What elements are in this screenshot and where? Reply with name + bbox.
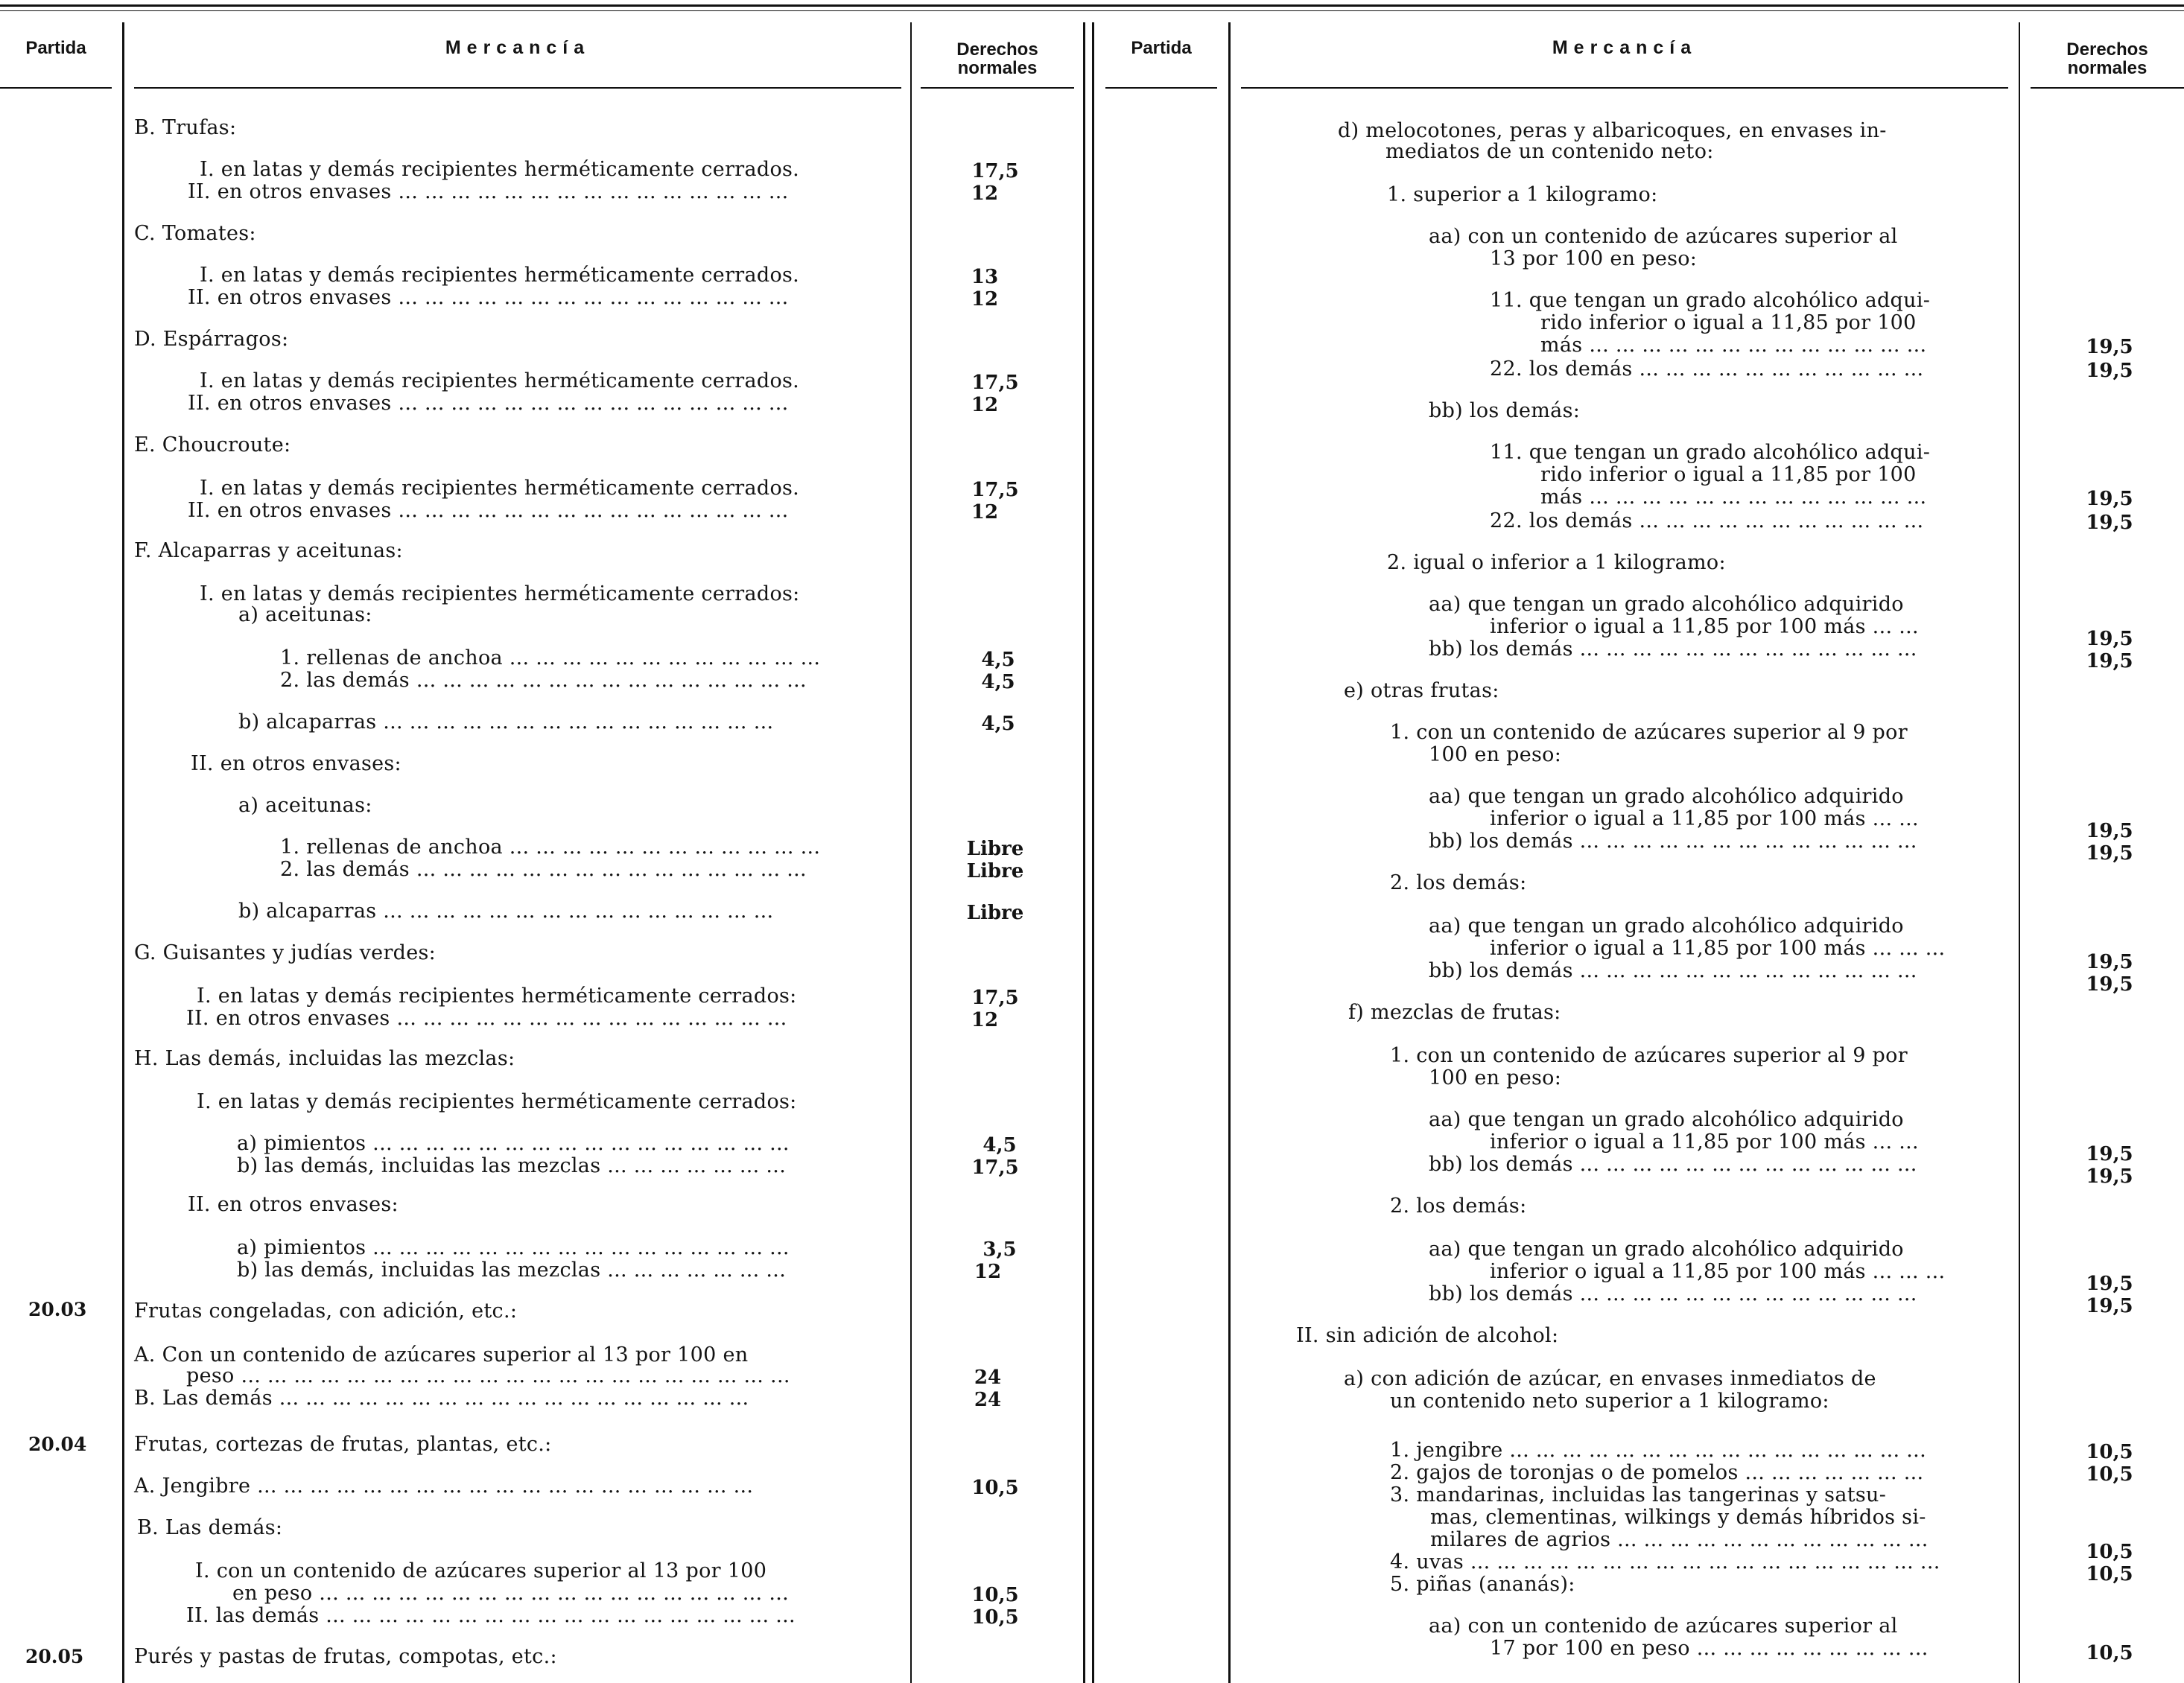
duty-value: Libre xyxy=(966,860,1024,882)
item-line: I. en latas y demás recipientes herméticamente cerrados: xyxy=(197,984,797,1008)
duty-value: 12 xyxy=(971,182,999,205)
header-underline xyxy=(2031,87,2184,89)
item-line: un contenido neto superior a 1 kilogramo: xyxy=(1390,1390,1829,1413)
item-line: b) las demás, incluidas las mezclas ... ... ... ... ... ... ... xyxy=(237,1154,787,1177)
item-line: bb) los demás: xyxy=(1429,399,1581,422)
item-line: 22. los demás ... ... ... ... ... ... ... ... ... ... ... xyxy=(1490,509,1924,532)
item-line: inferior o igual a 11,85 por 100 más ... ... xyxy=(1490,807,1919,830)
item-line: a) aceitunas: xyxy=(238,603,372,626)
item-line: más ... ... ... ... ... ... ... ... ... ... ... ... ... xyxy=(1540,486,1927,509)
duty-value: 12 xyxy=(974,1261,1002,1283)
duty-value: 10,5 xyxy=(2086,1463,2133,1486)
duty-value: 12 xyxy=(971,394,999,416)
partida-code: 20.03 xyxy=(28,1299,87,1320)
item-line: 17 por 100 en peso ... ... ... ... ... ... ... ... ... xyxy=(1490,1637,1929,1660)
header-derechos-line1: Derechos xyxy=(956,39,1038,60)
item-line: 1. rellenas de anchoa ... ... ... ... ... ... ... ... ... ... ... ... xyxy=(280,836,821,859)
item-line: aa) que tengan un grado alcohólico adquirido xyxy=(1429,593,1904,616)
top-rule xyxy=(0,4,2184,7)
duty-value: 10,5 xyxy=(971,1584,1019,1606)
duty-value: 10,5 xyxy=(2086,1642,2133,1664)
duty-value: 17,5 xyxy=(971,987,1019,1009)
item-line: 1. con un contenido de azúcares superior al 9 por xyxy=(1390,721,1908,744)
item-line: mas, clementinas, wilkings y demás híbridos si- xyxy=(1430,1506,1926,1529)
col-rule xyxy=(1228,22,1231,1683)
header-mercancia: Mercancía xyxy=(1552,37,1698,58)
duty-value: 3,5 xyxy=(983,1238,1017,1261)
header-underline xyxy=(1105,87,1217,89)
item-line: Frutas congeladas, con adición, etc.: xyxy=(134,1299,518,1323)
item-line: rido inferior o igual a 11,85 por 100 xyxy=(1540,463,1917,486)
item-line: 2. las demás ... ... ... ... ... ... ... ... ... ... ... ... ... ... ... xyxy=(280,858,807,881)
duty-value: 10,5 xyxy=(2086,1541,2133,1563)
item-line: 2. los demás: xyxy=(1390,1194,1527,1218)
duty-value: 19,5 xyxy=(2086,1273,2133,1295)
header-underline xyxy=(134,87,901,89)
item-line: II. en otros envases: xyxy=(191,752,401,775)
item-line: I. con un contenido de azúcares superior al 13 por 100 xyxy=(195,1559,767,1582)
header-mercancia: Mercancía xyxy=(445,37,591,58)
col-rule xyxy=(2019,22,2020,1683)
item-line: I. en latas y demás recipientes herméticamente cerrados: xyxy=(200,582,800,605)
item-line: 5. piñas (ananás): xyxy=(1390,1573,1575,1596)
duty-value: 19,5 xyxy=(2086,1295,2133,1317)
item-line: 2. gajos de toronjas o de pomelos ... ... ... ... ... ... ... xyxy=(1390,1461,1924,1484)
item-line: bb) los demás ... ... ... ... ... ... ... ... ... ... ... ... ... xyxy=(1429,1282,1917,1305)
item-line: 22. los demás ... ... ... ... ... ... ... ... ... ... ... xyxy=(1490,357,1924,381)
item-line: II. en otros envases ... ... ... ... ... ... ... ... ... ... ... ... ... ... ... xyxy=(188,392,789,415)
duty-value: 19,5 xyxy=(2086,360,2133,382)
duty-value: 4,5 xyxy=(981,649,1015,671)
duty-value: 19,5 xyxy=(2086,973,2133,996)
item-line: 2. los demás: xyxy=(1390,871,1527,894)
item-line: I. en latas y demás recipientes herméticamente cerrados: xyxy=(197,1090,797,1113)
item-line: b) alcaparras ... ... ... ... ... ... ... ... ... ... ... ... ... ... ... xyxy=(238,710,774,734)
duty-value: 19,5 xyxy=(2086,512,2133,534)
item-line: inferior o igual a 11,85 por 100 más ... ... xyxy=(1490,615,1919,638)
header-derechos-line2: normales xyxy=(957,58,1038,78)
item-line: a) con adición de azúcar, en envases inmediatos de xyxy=(1344,1367,1876,1390)
duty-value: 10,5 xyxy=(971,1477,1019,1499)
item-line: B. Trufas: xyxy=(134,116,237,139)
item-line: f) mezclas de frutas: xyxy=(1348,1001,1561,1024)
duty-value: 12 xyxy=(971,501,999,524)
duty-value: 19,5 xyxy=(2086,650,2133,672)
duty-value: Libre xyxy=(966,838,1024,860)
item-line: 2. las demás ... ... ... ... ... ... ... ... ... ... ... ... ... ... ... xyxy=(280,669,807,692)
header-underline xyxy=(921,87,1074,89)
header-derechos xyxy=(2031,40,2184,77)
item-line: Purés y pastas de frutas, compotas, etc.: xyxy=(134,1645,557,1668)
header-derechos-line2: normales xyxy=(2067,58,2148,78)
item-line: 100 en peso: xyxy=(1429,1066,1562,1089)
duty-value: 24 xyxy=(974,1367,1002,1389)
duty-value: 4,5 xyxy=(981,671,1015,693)
duty-value: 17,5 xyxy=(971,1157,1019,1179)
item-line: d) melocotones, peras y albaricoques, en envases in- xyxy=(1338,119,1887,142)
item-line: I. en latas y demás recipientes herméticamente cerrados. xyxy=(200,264,800,287)
item-line: e) otras frutas: xyxy=(1344,679,1499,702)
header-underline xyxy=(1241,87,2008,89)
partida-code: 20.05 xyxy=(25,1646,84,1667)
item-line: 13 por 100 en peso: xyxy=(1490,247,1698,270)
duty-value: 17,5 xyxy=(971,479,1019,501)
duty-value: 19,5 xyxy=(2086,820,2133,842)
top-rule-thin xyxy=(0,10,2184,11)
duty-value: 13 xyxy=(971,266,999,288)
col-rule xyxy=(1092,22,1094,1683)
item-line: a) pimientos ... ... ... ... ... ... ... ... ... ... ... ... ... ... ... ... xyxy=(237,1236,790,1259)
item-line: milares de agrios ... ... ... ... ... ... ... ... ... ... ... ... xyxy=(1430,1528,1929,1551)
item-line: C. Tomates: xyxy=(134,222,256,245)
item-line: 100 en peso: xyxy=(1429,743,1562,766)
item-line: II. sin adición de alcohol: xyxy=(1296,1324,1559,1347)
duty-value: 10,5 xyxy=(971,1606,1019,1629)
duty-value: 17,5 xyxy=(971,160,1019,182)
item-line: II. en otros envases ... ... ... ... ... ... ... ... ... ... ... ... ... ... ... xyxy=(188,499,789,522)
item-line: aa) que tengan un grado alcohólico adquirido xyxy=(1429,914,1904,938)
item-line: 1. jengibre ... ... ... ... ... ... ... ... ... ... ... ... ... ... ... ... xyxy=(1390,1439,1926,1462)
item-line: I. en latas y demás recipientes herméticamente cerrados. xyxy=(200,369,800,392)
duty-value: 4,5 xyxy=(981,713,1015,735)
duty-value: 4,5 xyxy=(983,1134,1017,1157)
item-line: a) pimientos ... ... ... ... ... ... ... ... ... ... ... ... ... ... ... ... xyxy=(237,1132,790,1155)
item-line: A. Con un contenido de azúcares superior al 13 por 100 en xyxy=(134,1343,749,1367)
item-line: B. Las demás ... ... ... ... ... ... ... ... ... ... ... ... ... ... ... ... ... ... xyxy=(134,1387,749,1410)
item-line: II. en otros envases ... ... ... ... ... ... ... ... ... ... ... ... ... ... ... xyxy=(188,180,789,203)
item-line: 11. que tengan un grado alcohólico adqui- xyxy=(1490,441,1931,464)
item-line: en peso ... ... ... ... ... ... ... ... ... ... ... ... ... ... ... ... ... ... xyxy=(232,1582,789,1605)
col-rule xyxy=(122,22,124,1683)
header-underline xyxy=(0,87,112,89)
duty-value: Libre xyxy=(966,902,1024,924)
item-line: A. Jengibre ... ... ... ... ... ... ... ... ... ... ... ... ... ... ... ... ... ... ... xyxy=(134,1474,754,1498)
header-derechos-line1: Derechos xyxy=(2066,39,2148,60)
item-line: H. Las demás, incluidas las mezclas: xyxy=(134,1047,515,1070)
duty-value: 17,5 xyxy=(971,372,1019,394)
item-line: II. en otros envases ... ... ... ... ... ... ... ... ... ... ... ... ... ... ... xyxy=(186,1007,787,1030)
col-rule xyxy=(1083,22,1085,1683)
item-line: II. en otros envases ... ... ... ... ... ... ... ... ... ... ... ... ... ... ... xyxy=(188,286,789,309)
item-line: G. Guisantes y judías verdes: xyxy=(134,941,437,964)
header-partida: Partida xyxy=(1131,38,1192,58)
item-line: inferior o igual a 11,85 por 100 más ... ... ... xyxy=(1490,1260,1946,1283)
item-line: bb) los demás ... ... ... ... ... ... ... ... ... ... ... ... ... xyxy=(1429,637,1917,661)
item-line: b) alcaparras ... ... ... ... ... ... ... ... ... ... ... ... ... ... ... xyxy=(238,900,774,923)
item-line: E. Choucroute: xyxy=(134,433,291,456)
duty-value: 12 xyxy=(971,288,999,311)
duty-value: 19,5 xyxy=(2086,488,2133,510)
item-line: inferior o igual a 11,85 por 100 más ... ... xyxy=(1490,1130,1919,1154)
duty-value: 19,5 xyxy=(2086,336,2133,358)
item-line: II. las demás ... ... ... ... ... ... ... ... ... ... ... ... ... ... ... ... ... ... xyxy=(186,1604,796,1627)
item-line: II. en otros envases: xyxy=(188,1193,399,1216)
item-line: bb) los demás ... ... ... ... ... ... ... ... ... ... ... ... ... xyxy=(1429,1153,1917,1176)
duty-value: 10,5 xyxy=(2086,1563,2133,1585)
item-line: I. en latas y demás recipientes herméticamente cerrados. xyxy=(200,477,800,500)
item-line: D. Espárragos: xyxy=(134,328,289,351)
item-line: 1. con un contenido de azúcares superior al 9 por xyxy=(1390,1044,1908,1067)
item-line: I. en latas y demás recipientes herméticamente cerrados. xyxy=(200,158,800,181)
item-line: a) aceitunas: xyxy=(238,794,372,817)
item-line: 11. que tengan un grado alcohólico adqui- xyxy=(1490,289,1931,312)
item-line: 4. uvas ... ... ... ... ... ... ... ... ... ... ... ... ... ... ... ... ... ... xyxy=(1390,1550,1940,1574)
item-line: aa) que tengan un grado alcohólico adquirido xyxy=(1429,1108,1904,1131)
item-line: rido inferior o igual a 11,85 por 100 xyxy=(1540,311,1917,334)
item-line: F. Alcaparras y aceitunas: xyxy=(134,539,403,562)
item-line: aa) que tengan un grado alcohólico adquirido xyxy=(1429,1238,1904,1261)
item-line: aa) que tengan un grado alcohólico adquirido xyxy=(1429,785,1904,808)
header-derechos xyxy=(921,40,1074,77)
duty-value: 19,5 xyxy=(2086,842,2133,865)
item-line: 1. superior a 1 kilogramo: xyxy=(1387,183,1658,206)
item-line: 2. igual o inferior a 1 kilogramo: xyxy=(1387,551,1726,574)
duty-value: 12 xyxy=(971,1009,999,1031)
duty-value: 19,5 xyxy=(2086,1165,2133,1188)
item-line: Frutas, cortezas de frutas, plantas, etc.: xyxy=(134,1433,552,1456)
header-partida: Partida xyxy=(25,38,86,58)
item-line: bb) los demás ... ... ... ... ... ... ... ... ... ... ... ... ... xyxy=(1429,959,1917,982)
duty-value: 19,5 xyxy=(2086,1143,2133,1165)
item-line: 3. mandarinas, incluidas las tangerinas y satsu- xyxy=(1390,1483,1887,1507)
item-line: aa) con un contenido de azúcares superior al xyxy=(1429,1614,1898,1638)
item-line: peso ... ... ... ... ... ... ... ... ... ... ... ... ... ... ... ... ... ... ... ... ... xyxy=(186,1364,790,1387)
item-line: 1. rellenas de anchoa ... ... ... ... ... ... ... ... ... ... ... ... xyxy=(280,646,821,669)
duty-value: 24 xyxy=(974,1389,1002,1411)
item-line: bb) los demás ... ... ... ... ... ... ... ... ... ... ... ... ... xyxy=(1429,830,1917,853)
item-line: aa) con un contenido de azúcares superior al xyxy=(1429,225,1898,248)
duty-value: 19,5 xyxy=(2086,628,2133,650)
item-line: mediatos de un contenido neto: xyxy=(1385,140,1714,163)
partida-code: 20.04 xyxy=(28,1434,87,1455)
duty-value: 10,5 xyxy=(2086,1441,2133,1463)
duty-value: 19,5 xyxy=(2086,951,2133,973)
item-line: inferior o igual a 11,85 por 100 más ... ... ... xyxy=(1490,937,1946,960)
item-line: más ... ... ... ... ... ... ... ... ... ... ... ... ... xyxy=(1540,334,1927,357)
item-line: B. Las demás: xyxy=(137,1516,283,1539)
item-line: b) las demás, incluidas las mezclas ... ... ... ... ... ... ... xyxy=(237,1259,787,1282)
